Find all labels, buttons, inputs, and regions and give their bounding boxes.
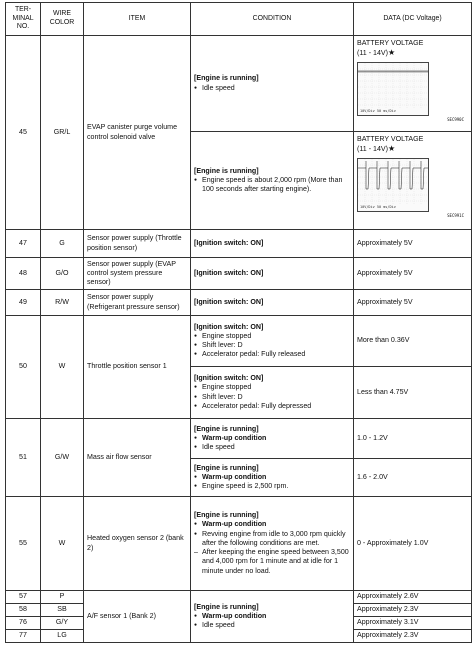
condition-cell: [Ignition switch: ON] (191, 290, 354, 316)
condition-cell (191, 497, 354, 591)
data-cell: Less than 4.75V (354, 367, 472, 419)
star-icon: ★ (388, 48, 396, 58)
scope-caption: 10V/Div 50 ms/Div (360, 109, 396, 114)
data-cell (354, 132, 472, 230)
item-name: EVAP canister purge volume control solenoid valve (84, 36, 191, 230)
condition-item: ● Engine speed is about 2,000 rpm (More than 100 seconds after starting engine). (194, 176, 350, 194)
oscilloscope-waveform-idle (357, 62, 429, 116)
header-condition: CONDITION (191, 3, 354, 36)
condition-item: ● Warm-up condition (194, 520, 350, 529)
data-cell: More than 0.36V (354, 316, 472, 367)
condition-item: ● Accelerator pedal: Fully released (194, 350, 350, 359)
item-name: A/F sensor 1 (Bank 2) (84, 591, 191, 643)
data-cell: 1.6 - 2.0V (354, 459, 472, 497)
condition-item: ● Idle speed (194, 443, 350, 452)
wire-color: W (41, 316, 84, 419)
wire-color: G/O (41, 258, 84, 290)
scope-caption: 10V/Div 50 ms/Div (360, 205, 396, 210)
condition-title: [Ignition switch: ON] (194, 322, 264, 331)
table-row (6, 591, 472, 604)
table-row (6, 36, 472, 132)
wire-color: R/W (41, 290, 84, 316)
condition-item: ● Warm-up condition (194, 473, 350, 482)
condition-cell (191, 132, 354, 230)
wire-color: G/Y (41, 617, 84, 630)
star-icon: ★ (388, 144, 396, 154)
figure-code: SEC991C (447, 212, 464, 218)
data-cell: 0 - Approximately 1.0V (354, 497, 472, 591)
data-title: BATTERY VOLTAGE (357, 39, 424, 47)
condition-item: ● Engine stopped (194, 383, 350, 392)
condition-item: ● Warm-up condition (194, 434, 350, 443)
condition-item: ● Shift lever: D (194, 393, 350, 402)
condition-cell: [Ignition switch: ON] (191, 258, 354, 290)
table-row (6, 290, 472, 316)
data-cell: 1.0 - 1.2V (354, 419, 472, 459)
condition-item: ● Shift lever: D (194, 341, 350, 350)
data-cell: Approximately 5V (354, 258, 472, 290)
condition-cell (191, 591, 354, 643)
item-name: Sensor power supply (EVAP control system pressure sensor) (84, 258, 191, 290)
condition-item: ● Engine speed is 2,500 rpm. (194, 482, 350, 491)
condition-cell (191, 419, 354, 459)
header-wire-color: WIRE COLOR (41, 3, 84, 36)
condition-title: [Engine is running] (194, 74, 259, 83)
terminal-no: 76 (6, 617, 41, 630)
data-range: (11 - 14V) (357, 49, 389, 58)
condition-cell (191, 367, 354, 419)
condition-title: [Engine is running] (194, 602, 259, 611)
data-title: BATTERY VOLTAGE (357, 135, 424, 143)
header-data: DATA (DC Voltage) (354, 3, 472, 36)
condition-cell: [Ignition switch: ON] (191, 230, 354, 258)
condition-cell (191, 36, 354, 132)
terminal-no: 51 (6, 419, 41, 497)
data-cell: Approximately 2.3V (354, 604, 472, 617)
oscilloscope-waveform-2000rpm (357, 158, 429, 212)
data-cell (354, 36, 472, 132)
table-row (6, 497, 472, 591)
item-name: Sensor power supply (Throttle position sensor) (84, 230, 191, 258)
condition-item: ● Idle speed (194, 621, 350, 630)
condition-item: ● Idle speed (194, 84, 350, 93)
data-cell: Approximately 2.3V (354, 630, 472, 643)
wire-color: LG (41, 630, 84, 643)
terminal-no: 47 (6, 230, 41, 258)
condition-title: [Engine is running] (194, 463, 259, 472)
terminal-no: 55 (6, 497, 41, 591)
figure-code: SEC990C (447, 116, 464, 122)
item-name: Heated oxygen sensor 2 (bank 2) (84, 497, 191, 591)
condition-item: ● Revving engine from idle to 3,000 rpm quickly after the following conditions are met. (194, 530, 350, 548)
header-terminal: TER-MINAL NO. (6, 3, 41, 36)
wire-color: SB (41, 604, 84, 617)
data-cell: Approximately 3.1V (354, 617, 472, 630)
condition-item: ● Accelerator pedal: Fully depressed (194, 402, 350, 411)
table-row (6, 258, 472, 290)
terminal-no: 50 (6, 316, 41, 419)
condition-title: [Ignition switch: ON] (194, 374, 264, 383)
terminal-no: 57 (6, 591, 41, 604)
wire-color: P (41, 591, 84, 604)
terminal-no: 45 (6, 36, 41, 230)
data-range: (11 - 14V) (357, 145, 389, 154)
table-row (6, 230, 472, 258)
wire-color: W (41, 497, 84, 591)
data-cell: Approximately 2.6V (354, 591, 472, 604)
wire-color: G (41, 230, 84, 258)
item-name: Throttle position sensor 1 (84, 316, 191, 419)
condition-item: ● Warm-up condition (194, 612, 350, 621)
terminal-spec-table (5, 2, 472, 643)
condition-title: [Engine is running] (194, 511, 259, 520)
data-cell: Approximately 5V (354, 230, 472, 258)
condition-title: [Engine is running] (194, 424, 259, 433)
condition-cell (191, 316, 354, 367)
terminal-no: 48 (6, 258, 41, 290)
condition-subitem: – After keeping the engine speed between 3,500 and 4,000 rpm for 1 minute and at idle for 1 minute under no load. (194, 548, 350, 576)
wire-color: G/W (41, 419, 84, 497)
data-cell: Approximately 5V (354, 290, 472, 316)
header-row (6, 3, 472, 36)
terminal-no: 58 (6, 604, 41, 617)
header-item: ITEM (84, 3, 191, 36)
table-row (6, 316, 472, 367)
terminal-no: 49 (6, 290, 41, 316)
condition-title: [Engine is running] (194, 166, 259, 175)
condition-item: ● Engine stopped (194, 332, 350, 341)
item-name: Sensor power supply (Refrigerant pressure sensor) (84, 290, 191, 316)
table-row (6, 419, 472, 459)
terminal-no: 77 (6, 630, 41, 643)
item-name: Mass air flow sensor (84, 419, 191, 497)
waveform-graph (358, 63, 428, 109)
condition-cell (191, 459, 354, 497)
waveform-graph (358, 159, 428, 205)
wire-color: GR/L (41, 36, 84, 230)
